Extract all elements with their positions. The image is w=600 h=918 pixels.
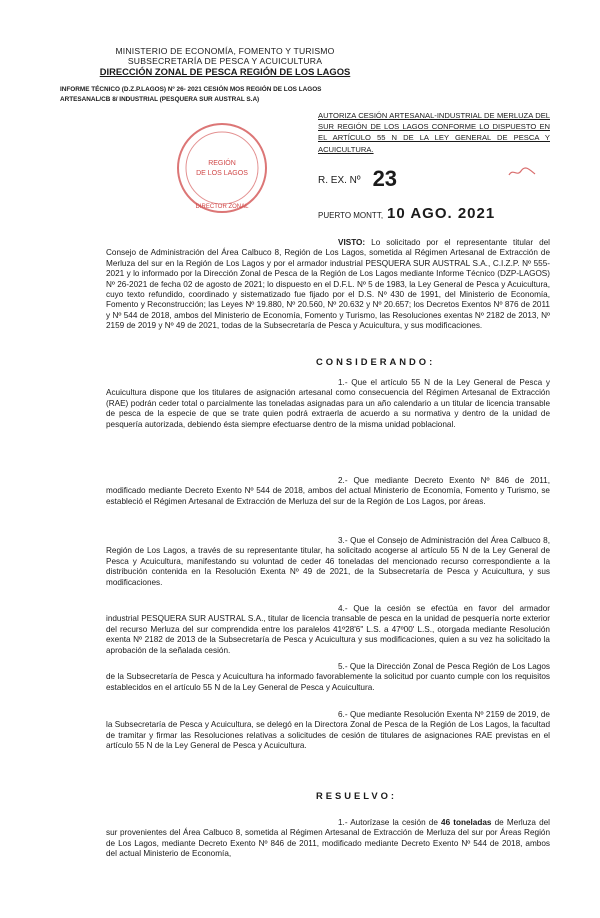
ministry-name: MINISTERIO DE ECONOMÍA, FOMENTO Y TURISMO: [115, 46, 335, 56]
resolution-date: 10 AGO. 2021: [387, 205, 496, 222]
official-seal: [172, 118, 272, 218]
undersecretariat-name: SUBSECRETARÍA DE PESCA Y ACUICULTURA: [127, 56, 323, 66]
considerando-heading: CONSIDERANDO:: [316, 356, 436, 367]
resolution-number: 23: [372, 166, 398, 191]
city-name: PUERTO MONTT,: [318, 211, 384, 220]
resuelvo-heading: RESUELVO:: [316, 790, 397, 801]
resolution-number-line: [318, 166, 397, 192]
visto-label: VISTO:: [338, 238, 366, 247]
seal-text-director: DIRECTOR ZONAL: [195, 204, 249, 210]
resuelvo-item-1: [106, 818, 550, 860]
reference-block: [60, 85, 400, 105]
visto-text: Lo solicitado por el representante titular del Consejo de Administración del Área Calbuco 8, Región de Los Lagos, sometida al Régimen Artesanal de Extracción de Merluza del sur en la Región de Los Lagos y por el armador industrial PESQUERA SUR AUSTRAL S.A., C.I.Z.P. Nº 555-2021 y lo informado por la Dirección Zonal de Pesca de la Región de Los Lagos mediante Informe Técnico (DZP-LAGOS) Nº 26-2021 de fecha 02 de agosto de 2021; lo dispuesto en el D.F.L. Nº 5 de 1983, la Ley General de Pesca y Acuicultura, cuyo texto refundido, coordinado y sistematizado fue fijado por el D.S. Nº 430 de 1991, del Ministerio de Economía, Fomento y Reconstrucción; las Leyes Nº 19.880, Nº 20.560, Nº 20.632 y Nº 20.657; los Decretos Exentos Nº 876 de 2011 y Nº 544 de 2018, ambos del Ministerio de Economía, Fomento y Turismo, las Resoluciones exentas Nº 2182 de 2013, Nº 2159 de 2019 y Nº 49 de 2021, todas de la Subsecretaría de Pesca y Acuicultura, y sus modificaciones.: [106, 238, 550, 331]
resuelvo-item-1-rest: de Merluza del sur provenientes del Área Calbuco 8, sometida al Régimen Artesanal de Extracción de Merluza del sur por Áreas Región de Los Lagos, mediante Decreto Exento Nº 846 de 2011, modificado mediante Decreto Exento Nº 544 de 2018, ambos del actual Ministerio de Economía,: [106, 818, 550, 859]
resolution-subject: AUTORIZA CESIÓN ARTESANAL-INDUSTRIAL DE MERLUZA DEL SUR REGIÓN DE LOS LAGOS CONFORME LO DISPUESTO EN EL ARTÍCULO 55 N DE LA LEY GENERAL DE PESCA Y ACUICULTURA.: [318, 111, 550, 154]
considerando-item-3: 3.- Que el Consejo de Administración del Área Calbuco 8, Región de Los Lagos, a través de su representante titular, ha solicitado acogerse al artículo 55 N de la Ley General de Pesca y Acuicultura, manifestando su voluntad de ceder 46 toneladas del mencionado recurso correspondiente a la distribución contenida en la Resolución Exenta Nº 49 de 2021, de la Subsecretaría de Pesca y Acuicultura, y sus modificaciones.: [106, 536, 550, 587]
reference-line-2: ARTESANAL/CB 8/ INDUSTRIAL (PESQUERA SUR AUSTRAL S.A): [60, 96, 260, 103]
considerando-item-6: 6.- Que mediante Resolución Exenta Nº 2159 de 2019, de la Subsecretaría de Pesca y Acuicultura, se delegó en la Directora Zonal de Pesca de la Región de Los Lagos, la facultad de tramitar y firmar las Resoluciones relativas a solicitudes de cesión de titulares de asignaciones RAE previstas en el artículo 55 N de la Ley General de Pesca y Acuicultura.: [106, 710, 550, 751]
initials-mark: [507, 166, 537, 178]
considerando-item-1: 1.- Que el artículo 55 N de la Ley General de Pesca y Acuicultura dispone que los titulares de asignación artesanal como consecuencia del Régimen Artesanal de Extracción (RAE) podrán ceder total o parcialmente las toneladas asignadas para un año calendario a un titular de licencia transable de pesca de la especie de que se trate quien podrá extraerla de acuerdo a su normativa y dentro de la unidad de pesquería autorizada, debiendo ésta siempre efectuarse dentro de la misma unidad poblacional.: [106, 378, 550, 429]
seal-text-lagos: DE LOS LAGOS: [196, 170, 248, 177]
place-date-line: [318, 205, 495, 222]
seal-text-region: REGIÓN: [208, 160, 236, 167]
visto-paragraph: [106, 238, 550, 332]
reference-line-1: INFORME TÉCNICO (D.Z.P.LAGOS) Nº 26- 2021 CESIÓN MOS REGIÓN DE LOS LAGOS: [60, 86, 322, 93]
resolution-label: R. EX. Nº: [318, 175, 361, 186]
ceded-tonnage: 46 toneladas: [441, 818, 492, 827]
resuelvo-item-1-start: 1.- Autorízase la cesión de: [338, 818, 442, 827]
considerando-item-5: 5.- Que la Dirección Zonal de Pesca Región de Los Lagos de la Subsecretaría de Pesca y Acuicultura ha informado favorablemente la solicitud por cuanto cumple con los requisitos establecidos en el artículo 55 N de la Ley General de Pesca y Acuicultura.: [106, 662, 550, 692]
letterhead: [60, 46, 390, 78]
considerando-item-2: 2.- Que mediante Decreto Exento Nº 846 de 2011, modificado mediante Decreto Exento Nº 544 de 2018, ambos del actual Ministerio de Economía, Fomento y Turismo, se estableció el Régimen Artesanal de Extracción de Merluza del sur de la Región de Los Lagos, por áreas.: [106, 476, 550, 506]
considerando-item-4: 4.- Que la cesión se efectúa en favor del armador industrial PESQUERA SUR AUSTRAL S.A., titular de licencia transable de pesca en la unidad de pesquería norte exterior del recurso Merluza del sur comprendida entre los paralelos 41º28'6" L.S. a 47º00' L.S., otorgada mediante Resolución exenta Nº 2182 de 2013 de la Subsecretaría de Pesca y Acuicultura y sus modificaciones, quien a su vez ha solicitado la aprobación de la señalada cesión.: [106, 604, 550, 655]
zonal-directorate-name: DIRECCIÓN ZONAL DE PESCA REGIÓN DE LOS LAGOS: [99, 66, 351, 77]
